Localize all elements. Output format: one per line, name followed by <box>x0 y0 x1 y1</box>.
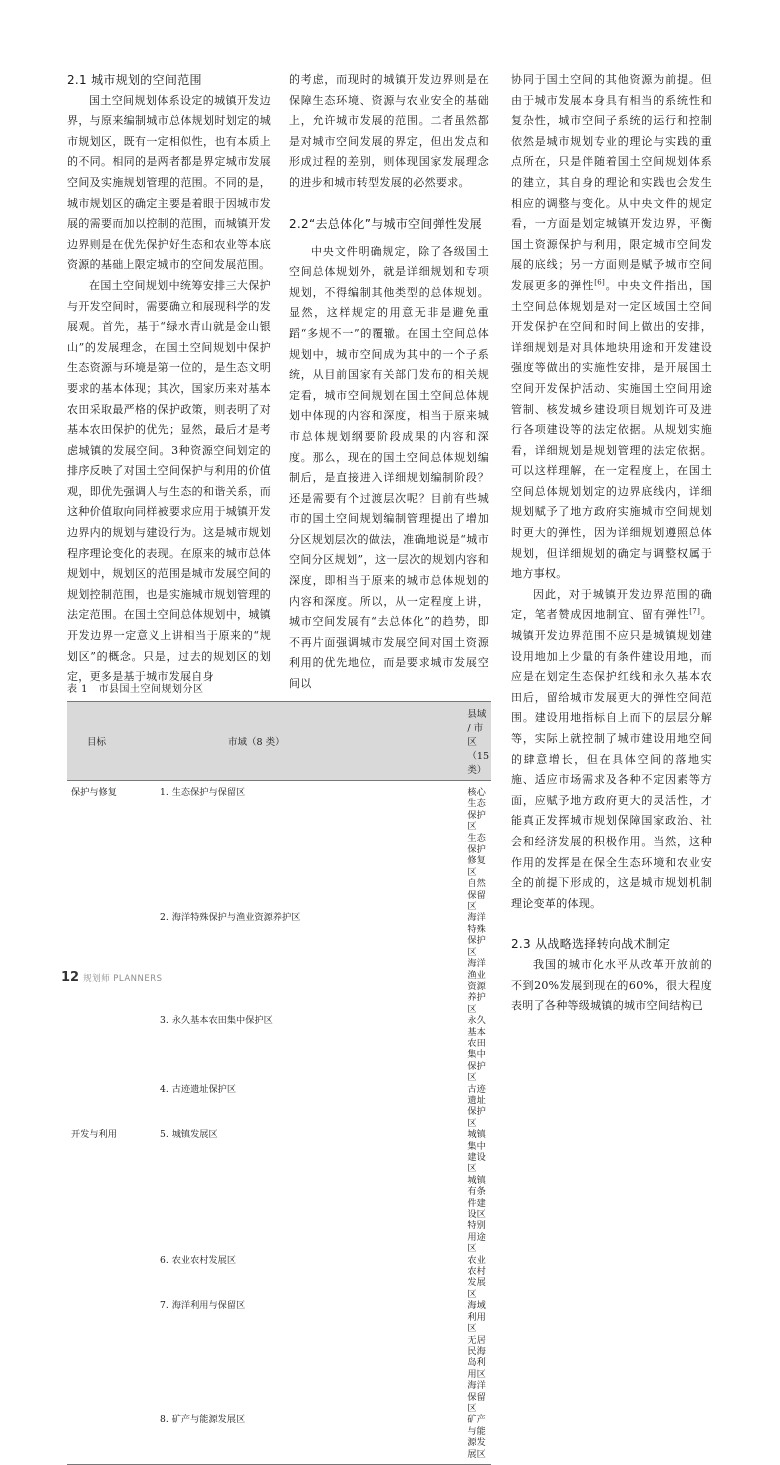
cell-goal: 开发与利用 <box>71 1129 117 1141</box>
paragraph: 国土空间规划体系设定的城镇开发边界，与原来编制城市总体规划时划定的城市规划区，既有一定相似性，也有本质上的不同。相同的是两者都是界定城市发展空间及实施规划管理的范围。不同的是，城市规划区的确定主要是着眼于因城市发展的需要而加以控制的范围，而城镇开发边界则是在优先保护好生态和农业等本底资源的基础上限定城市的空间发展范围。 <box>67 93 271 272</box>
cell-goal <box>67 1255 158 1301</box>
citation-ref[interactable]: [6] <box>594 278 606 287</box>
paragraph: 因此，对于城镇开发边界范围的确定，笔者赞成因地制宜、留有弹性[7]。城镇开发边界范围不应只是城镇规划建设用地加上少量的有条件建设用地，而应是在划定生态保护红线和永久基本农田后，留给城市发展更大的弹性空间范围。建设用地指标自上而下的层层分解等，实际上就控制了城市建设用地空间的肆意增长，但在具体空间的落地实施、适应市场需求及各种不定因素等方面，应赋予地方政府更大的灵活性，才能真正发挥城市规划保障国家政治、社会和经济发展的积极作用。当然，这种作用的发挥是在保全生态环境和农业安全的前提下形成的，这是城市规划机制理论变革的体现。 <box>511 587 712 910</box>
paragraph: 协同于国土空间的其他资源为前提。但由于城市发展本身具有相当的系统性和复杂性，城市空间子系统的运行和控制依然是城市规划专业的理论与实践的重点所在，只是伴随着国土空间规划体系的建立，其自身的理论和实践也会发生相应的调整与变化。从中央文件的规定看，一方面是划定城镇开发边界，平衡国土资源保护与利用，限定城市空间发展的底线；另一方面则是赋予城市空间发展更多的弹性[6]。中央文件指出，国土空间总体规划是对一定区域国土空间开发保护在空间和时间上做出的安排，详细规划是对具体地块用途和开发建设强度等做出的实施性安排，是开展国土空间开发保护活动、实施国土空间用途管制、核发城乡建设项目规划许可及进行各项建设等的法定依据。从规划实施看，详细规划是规划管理的法定依据。可以这样理解，在一定程度上，在国土空间总体规划划定的边界底线内，详细规划赋予了地方政府实施城市空间规划时更大的弹性，因为详细规划遵照总体规划，但详细规划的确定与调整权属于地方事权。 <box>511 73 712 581</box>
cell-city: 3. 永久基本农田集中保护区 <box>160 1015 273 1027</box>
citation-ref[interactable]: [7] <box>689 607 701 616</box>
county-zone: 古迹遗址保护区 <box>467 1083 486 1129</box>
cell-goal <box>67 1300 158 1414</box>
cell-county <box>407 1129 491 1254</box>
table-header-goal: 目标 <box>67 702 158 781</box>
table-caption: 表 1 市县国土空间规划分区 <box>67 684 204 695</box>
county-zone: 海洋保留区 <box>467 1380 486 1414</box>
section-heading-2-2: 2.2“去总体化”与城市空间弹性发展 <box>289 216 482 231</box>
paragraph: 的考虑，而现时的城镇开发边界则是在保障生态环境、资源与农业安全的基础上，允许城市发展的范围。二者虽然都是对城市空间发展的界定，但出发点和形成过程的差别，则体现国家发展理念的进步和城市转型发展的必然要求。 <box>289 73 489 189</box>
journal-name: 规划师 PLANNERS <box>83 974 163 984</box>
section-heading-2-1: 2.1 城市规划的空间范围 <box>67 73 202 87</box>
table-row <box>67 912 491 1015</box>
text-column-1 <box>67 70 271 688</box>
county-zone: 永久基本农田集中保护区 <box>467 1015 486 1084</box>
county-zone: 生态保护修复区 <box>467 832 486 878</box>
table-row <box>67 1015 491 1083</box>
cell-goal <box>67 1414 158 1464</box>
county-zone: 城镇集中建设区 <box>467 1129 486 1175</box>
cell-city: 7. 海洋利用与保留区 <box>160 1300 246 1312</box>
section-heading-2-3: 2.3 从战略选择转向战术制定 <box>511 937 671 952</box>
cell-county <box>407 1255 491 1301</box>
table-row <box>67 1255 491 1301</box>
cell-county <box>407 912 491 1015</box>
cell-county <box>407 1084 491 1130</box>
county-zone: 海洋特殊保护区 <box>467 912 486 958</box>
cell-county <box>407 1015 491 1083</box>
cell-county <box>407 1300 491 1414</box>
county-zone: 特别用途区 <box>467 1220 486 1255</box>
table-row <box>67 1300 491 1414</box>
cell-goal: 保护与修复 <box>71 787 117 798</box>
page-footer <box>61 966 163 985</box>
cell-county <box>407 1414 491 1464</box>
paragraph: 我国的城市化水平从改革开放前的不到20%发展到现在的60%，很大程度表明了各种等级城镇的城市空间结构已 <box>511 957 712 1013</box>
county-zone: 海洋渔业资源养护区 <box>467 958 486 1015</box>
county-zone: 农业农村发展区 <box>467 1254 486 1300</box>
table <box>67 701 491 1465</box>
cell-city: 5. 城镇发展区 <box>160 1129 218 1141</box>
county-zone: 无居民海岛利用区 <box>467 1334 486 1380</box>
table-header-city: 市域（8 类） <box>158 702 407 781</box>
cell-city: 4. 古迹遗址保护区 <box>160 1083 237 1095</box>
county-zone: 海域利用区 <box>467 1300 486 1335</box>
county-zone: 城镇有条件建设区 <box>467 1174 486 1221</box>
cell-county <box>407 781 491 913</box>
paragraph: 在国土空间规划中统筹安排三大保护与开发空间时，需要确立和展现科学的发展观。首先，基于“绿水青山就是金山银山”的发展理念，在国土空间规划中保护生态资源与环境是第一位的，是生态文明要求的基本体现；其次，国家历来对基本农田采取最严格的保护政策，则表明了对基本农田保护的优先；显然，最后才是考虑城镇的发展空间。3种资源空间划定的排序反映了对国土空间保护与利用的价值观，即优先强调人与生态的和谐关系，而这种价值取向同样被要求应用于城镇开发边界内的规划与建设行为。这是城市规划程序理论变化的表现。在原来的城市总体规划中，规划区的范围是城市发展空间的规划控制范围，也是实施城市规划管理的法定范围。在国土空间总体规划中，城镇开发边界一定意义上讲相当于原来的“规划区”的概念。只是，过去的规划区的划定，更多是基于城市发展自身 <box>67 278 271 684</box>
county-zone: 自然保留区 <box>467 878 486 913</box>
cell-city: 1. 生态保护与保留区 <box>160 787 246 798</box>
table-row <box>67 781 491 913</box>
county-zone: 核心生态保护区 <box>467 787 486 833</box>
cell-goal <box>67 912 158 1015</box>
text-column-3 <box>511 70 712 1017</box>
table-header-county: 县域 / 市区（15 类） <box>407 702 491 781</box>
cell-city: 6. 农业农村发展区 <box>160 1254 237 1266</box>
table-row <box>67 1084 491 1130</box>
table-row <box>67 1129 491 1254</box>
page-number: 12 <box>61 970 80 985</box>
cell-goal <box>67 1015 158 1083</box>
table-row <box>67 1414 491 1464</box>
text-column-2 <box>289 70 489 695</box>
cell-city: 8. 矿产与能源发展区 <box>158 1414 407 1464</box>
zoning-table <box>67 680 491 1465</box>
cell-city: 2. 海洋特殊保护与渔业资源养护区 <box>160 912 301 924</box>
cell-goal <box>67 1084 158 1130</box>
county-zone: 矿产与能源发展区 <box>467 1414 486 1460</box>
paragraph: 中央文件明确规定，除了各级国土空间总体规划外，就是详细规划和专项规划，不得编制其他类型的总体规划。显然，这样规定的用意无非是避免重蹈“多规不一”的覆辙。在国土空间总体规划中，城市空间成为其中的一个子系统，从目前国家有关部门发布的相关规定看，城市空间规划在国土空间总体规划中体现的内容和深度，相当于原来城市总体规划纲要阶段成果的内容和深度。那么，现在的国土空间总体规划编制后，是直接进入详细规划编制阶段？还是需要有个过渡层次呢？目前有些城市的国土空间规划编制管理提出了增加分区规划层次的做法，准确地说是“城市空间分区规划”，这一层次的规划内容和深度，即相当于原来的城市总体规划的内容和深度。所以，从一定程度上讲，城市空间发展有“去总体化”的趋势，即不再片面强调城市发展空间对国土资源利用的优先地位，而是要求城市发展空间以 <box>289 244 489 691</box>
